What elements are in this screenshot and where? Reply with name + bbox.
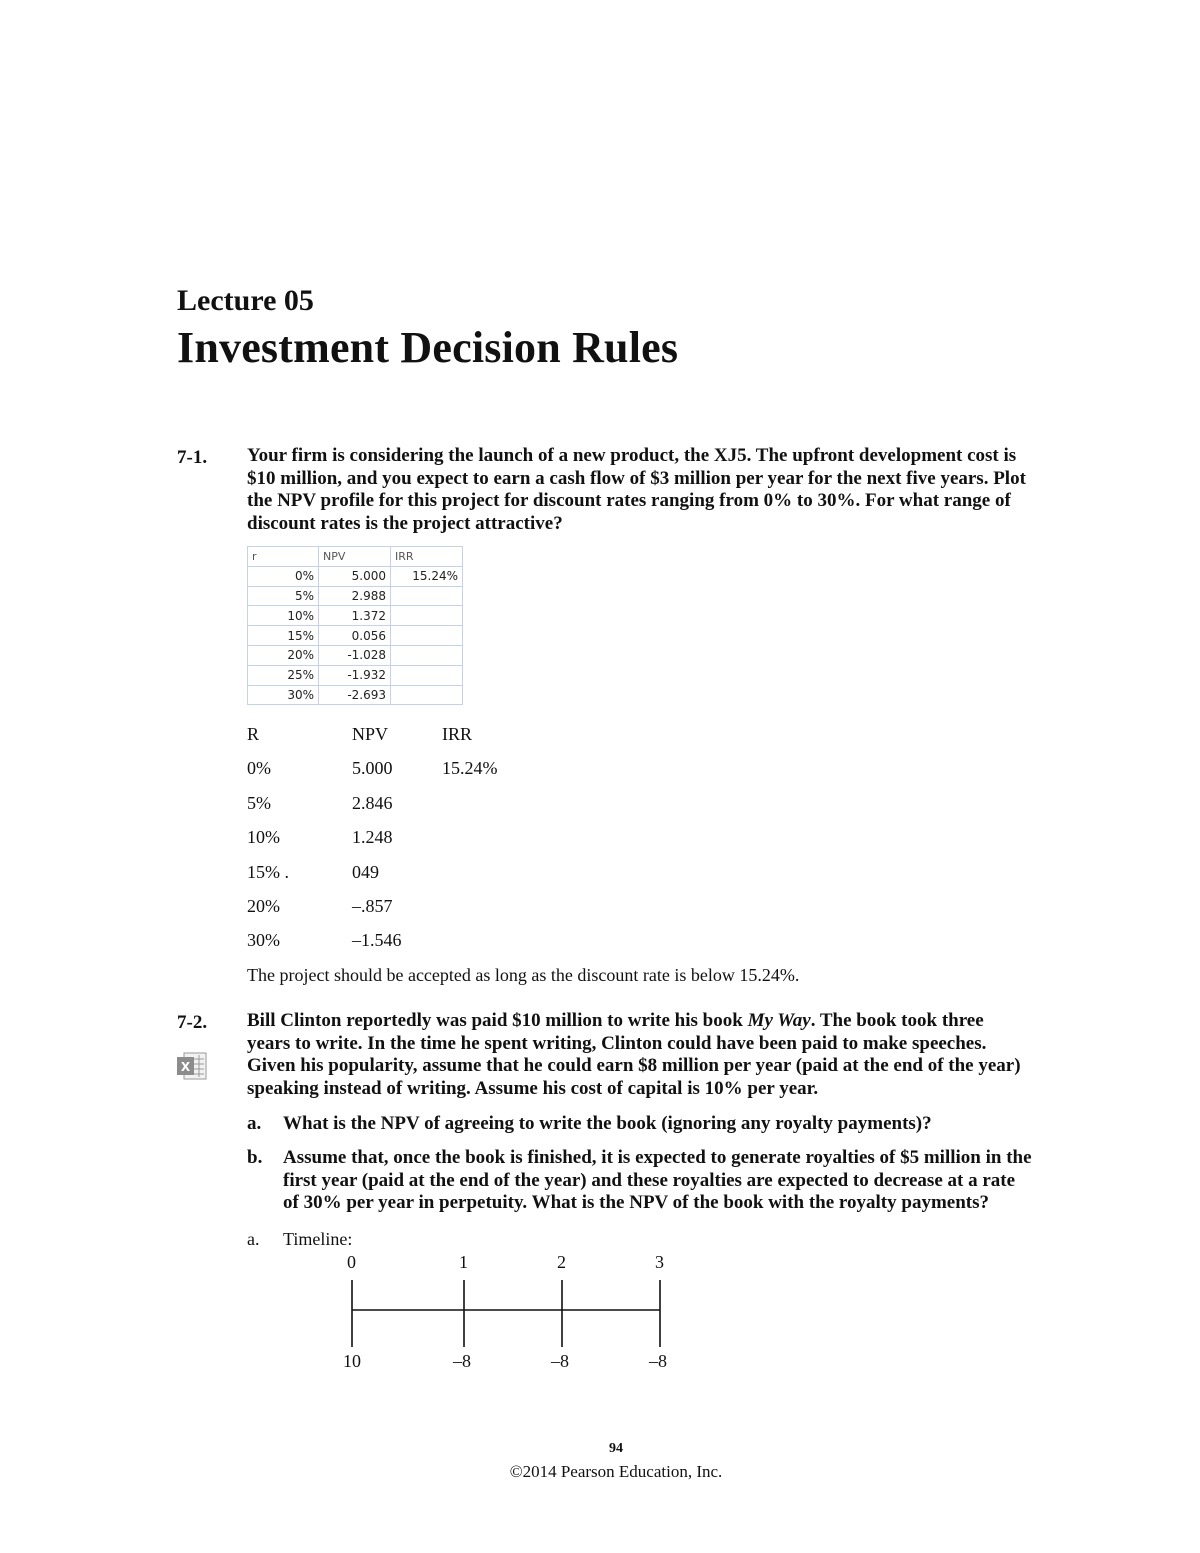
table-cell [391, 626, 463, 646]
table-row [248, 645, 463, 665]
table-cell: –.857 [352, 896, 393, 916]
copyright: ©2014 Pearson Education, Inc. [509, 1462, 723, 1481]
timeline-cash-flow: –8 [551, 1351, 569, 1371]
question-line: Your firm is considering the launch of a new product, the XJ5. The upfront development cost is [247, 445, 1017, 466]
table-cell: -1.028 [319, 645, 391, 665]
table-cell: 5% [248, 586, 319, 606]
question-text [247, 445, 1059, 535]
table-header: r [248, 547, 319, 567]
table-cell: 30% [248, 685, 319, 705]
page-number: 94 [609, 1441, 623, 1456]
table-header: R [247, 724, 260, 744]
table-cell: -2.693 [319, 685, 391, 705]
table-cell: 5.000 [319, 566, 391, 586]
table-row [248, 665, 463, 685]
question-line: $10 million, and you expect to earn a cash flow of $3 million per year for the next five years. Plot [247, 467, 1026, 489]
table-cell [391, 685, 463, 705]
table-row [248, 685, 463, 705]
subquestion-label: b. [247, 1147, 263, 1168]
timeline-cash-flow: –8 [453, 1351, 471, 1371]
question-number: 7-2. [177, 1012, 208, 1033]
timeline-period: 0 [347, 1252, 356, 1272]
question-line: speaking instead of writing. Assume his cost of capital is 10% per year. [247, 1077, 819, 1099]
timeline-cash-flow: 10 [343, 1351, 361, 1371]
table-cell: 2.988 [319, 586, 391, 606]
book-title: My Way [747, 1010, 811, 1031]
question-text [247, 1010, 1059, 1100]
table-row [248, 566, 463, 586]
answer-label: a. [247, 1229, 260, 1249]
table-cell: 30% [247, 930, 280, 950]
table-header: IRR [442, 724, 473, 744]
table-cell: 15% . [247, 862, 289, 882]
table-header: IRR [391, 547, 463, 567]
answer-text: The project should be accepted as long as the discount rate is below 15.24%. [247, 965, 800, 985]
timeline-line [340, 1275, 680, 1355]
table-cell: 1.372 [319, 606, 391, 626]
table-cell: 5.000 [352, 758, 393, 778]
table-cell: –1.546 [352, 930, 402, 950]
timeline-period: 3 [655, 1252, 664, 1272]
table-cell: 15.24% [442, 758, 498, 778]
table-cell: 20% [248, 645, 319, 665]
question-line: Bill Clinton reportedly was paid $10 million to write his book My Way. The book took three [247, 1010, 984, 1031]
table-row [248, 586, 463, 606]
question-number: 7-1. [177, 447, 208, 468]
subquestion-text: What is the NPV of agreeing to write the book (ignoring any royalty payments)? [283, 1113, 932, 1134]
table-cell [391, 645, 463, 665]
table-cell: 049 [352, 862, 379, 882]
table-row [248, 626, 463, 646]
table-cell: 5% [247, 793, 271, 813]
timeline-period: 2 [557, 1252, 566, 1272]
lecture-label: Lecture 05 [177, 284, 314, 317]
excel-npv-table [247, 546, 463, 705]
table-cell: 0.056 [319, 626, 391, 646]
table-cell [391, 606, 463, 626]
question-line: the NPV profile for this project for discount rates ranging from 0% to 30%. For what range of [247, 490, 1011, 511]
table-cell: 15.24% [391, 566, 463, 586]
table-cell: -1.932 [319, 665, 391, 685]
table-cell: 25% [248, 665, 319, 685]
answer-text: Timeline: [283, 1229, 353, 1249]
table-cell: 2.846 [352, 793, 393, 813]
question-line: Given his popularity, assume that he could earn $8 million per year (paid at the end of the year) [247, 1055, 1021, 1076]
timeline-period: 1 [459, 1252, 468, 1272]
table-cell [391, 665, 463, 685]
table-cell: 0% [247, 758, 271, 778]
table-cell: 1.248 [352, 827, 393, 847]
excel-icon [176, 1051, 208, 1081]
table-cell: 20% [247, 896, 280, 916]
page-title: Investment Decision Rules [177, 323, 679, 372]
table-cell [391, 586, 463, 606]
table-cell: 10% [248, 606, 319, 626]
subquestion-label: a. [247, 1113, 262, 1134]
subquestion-text: Assume that, once the book is finished, it is expected to generate royalties of $5 million in the first year (paid at the end of the year) and these royalties are expected to decrease at a rate of 30% per year in perpetuity. What is the NPV of the book with the royalty payments? [283, 1147, 1032, 1213]
table-cell: 0% [248, 566, 319, 586]
question-line: discount rates is the project attractive? [247, 512, 563, 534]
svg-text:X: X [180, 1060, 191, 1074]
table-header: NPV [352, 724, 389, 744]
table-header: NPV [319, 547, 391, 567]
table-cell: 10% [247, 827, 280, 847]
table-cell: 15% [248, 626, 319, 646]
timeline-cash-flow: –8 [649, 1351, 667, 1371]
question-line: years to write. In the time he spent writing, Clinton could have been paid to make speeches. [247, 1032, 987, 1054]
table-row [248, 606, 463, 626]
